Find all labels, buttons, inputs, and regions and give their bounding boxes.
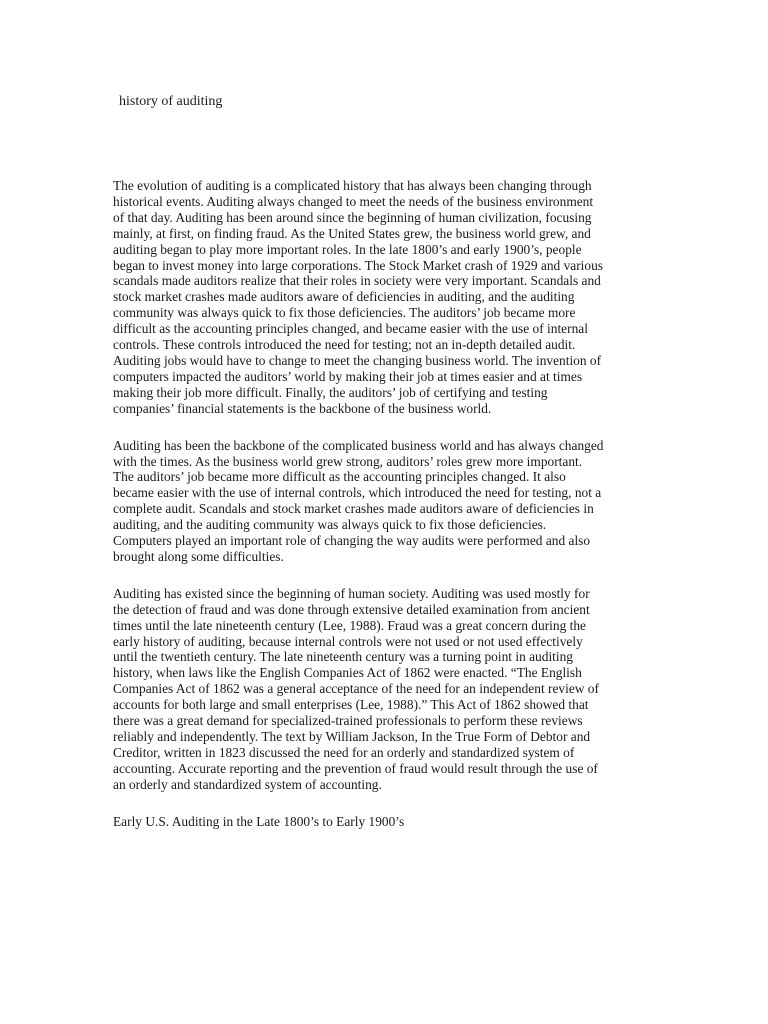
text-line: an orderly and standardized system of accounting. (113, 776, 382, 792)
text-line: the detection of fraud and was done through extensive detailed examination from ancient (113, 601, 590, 617)
text-line: Creditor, written in 1823 discussed the need for an orderly and standardized system of (113, 744, 575, 760)
text-line: auditing, and the auditing community was always quick to fix those deficiencies. (113, 517, 547, 533)
text-line: accounting. Accurate reporting and the prevention of fraud would result through the use of (113, 760, 598, 776)
text-line: stock market crashes made auditors aware of deficiencies in auditing, and the auditing (113, 289, 575, 305)
text-line: until the twentieth century. The late nineteenth century was a turning point in auditing (113, 649, 573, 665)
text-line: history, when laws like the English Companies Act of 1862 were enacted. “The English (113, 665, 582, 681)
text-line: became easier with the use of internal controls, which introduced the need for testing, not a (113, 485, 602, 501)
text-line: complete audit. Scandals and stock market crashes made auditors aware of deficiencies in (113, 501, 594, 517)
text-line: early history of auditing, because internal controls were not used or not used effectively (113, 633, 583, 649)
text-line: community was always quick to fix those deficiencies. The auditors’ job became more (113, 305, 576, 321)
text-line: Auditing jobs would have to change to meet the changing business world. The invention of (113, 352, 602, 368)
text-line: of that day. Auditing has been around since the beginning of human civilization, focusing (113, 209, 592, 225)
text-line: Auditing has been the backbone of the complicated business world and has always changed (113, 437, 604, 453)
paragraph-3 (113, 586, 658, 793)
text-line: reliably and independently. The text by William Jackson, In the True Form of Debtor and (113, 729, 591, 744)
section-heading: Early U.S. Auditing in the Late 1800’s to Early 1900’s (113, 813, 405, 829)
text-line: began to invest money into large corporations. The Stock Market crash of 1929 and various (113, 257, 604, 273)
text-line: controls. These controls introduced the need for testing; not an in-depth detailed audit. (113, 337, 576, 353)
text-line: historical events. Auditing always changed to meet the needs of the business environment (113, 193, 594, 209)
paragraph-1 (113, 178, 658, 417)
text-line: making their job more difficult. Finally, the auditors’ job of certifying and testing (113, 384, 548, 400)
text-line: Companies Act of 1862 was a general acceptance of the need for an independent review of (113, 681, 599, 697)
document-body (113, 178, 658, 830)
text-line: Auditing has existed since the beginning of human society. Auditing was used mostly for (113, 585, 590, 601)
text-line: The auditors’ job became more difficult as the accounting principles changed. It also (113, 469, 566, 485)
paragraph-2 (113, 438, 658, 565)
text-line: with the times. As the business world grew strong, auditors’ roles grew more important. (113, 453, 583, 469)
text-line: companies’ financial statements is the backbone of the business world. (113, 400, 492, 416)
document-title: history of auditing (119, 94, 223, 109)
text-line: mainly, at first, on finding fraud. As the United States grew, the business world grew, and (113, 225, 591, 241)
text-line: there was a great demand for specialized-trained professionals to perform these reviews (113, 713, 583, 729)
text-line: The evolution of auditing is a complicated history that has always been changing through (113, 178, 592, 193)
text-line: computers impacted the auditors’ world by making their job at times easier and at times (113, 368, 583, 384)
text-line: Computers played an important role of changing the way audits were performed and also (113, 533, 591, 549)
text-line: brought along some difficulties. (113, 548, 284, 564)
text-line: accounts for both large and small enterprises (Lee, 1988).” This Act of 1862 showed that (113, 697, 589, 713)
text-line: auditing began to play more important roles. In the late 1800’s and early 1900’s, people (113, 241, 582, 257)
text-line: times until the late nineteenth century (Lee, 1988). Fraud was a great concern during the (113, 617, 586, 633)
text-line: scandals made auditors realize that their roles in society were very important. Scandals and (113, 273, 601, 289)
text-line: difficult as the accounting principles changed, and became easier with the use of internal (113, 321, 588, 337)
